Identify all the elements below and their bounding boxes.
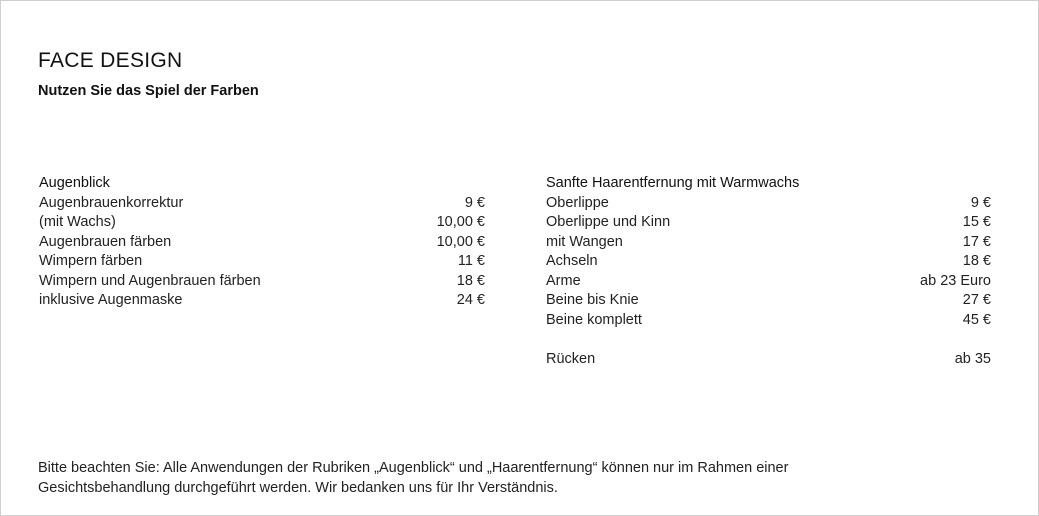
price-row bbox=[39, 233, 485, 253]
price-row bbox=[546, 252, 991, 272]
footer-note-line: Gesichtsbehandlung durchgeführt werden. Wir bedanken uns für Ihr Verständnis. bbox=[38, 480, 558, 496]
page-subtitle: Nutzen Sie das Spiel der Farben bbox=[38, 83, 259, 99]
service-label: Augenbrauenkorrektur bbox=[39, 194, 184, 211]
section-heading: Sanfte Haarentfernung mit Warmwachs bbox=[546, 175, 800, 191]
price-row bbox=[546, 350, 991, 370]
service-price: ab 23 Euro bbox=[920, 272, 991, 289]
price-row bbox=[546, 272, 991, 292]
footer-note-line: Bitte beachten Sie: Alle Anwendungen der Rubriken „Augenblick“ und „Haarentfernung“ können nur im Rahmen einer bbox=[38, 460, 789, 476]
price-row bbox=[39, 272, 485, 292]
price-row bbox=[546, 233, 991, 253]
service-label: Oberlippe und Kinn bbox=[546, 214, 671, 230]
service-price: 15 € bbox=[962, 214, 991, 230]
service-price: 24 € bbox=[456, 292, 485, 308]
section-heading: Augenblick bbox=[39, 175, 110, 191]
service-label: (mit Wachs) bbox=[39, 214, 116, 230]
service-label: Wimpern und Augenbrauen färben bbox=[39, 272, 261, 289]
price-row bbox=[546, 311, 991, 331]
price-row bbox=[546, 213, 991, 233]
service-label: Beine bis Knie bbox=[546, 292, 639, 308]
service-price: ab 35 bbox=[954, 350, 991, 367]
service-price: 9 € bbox=[464, 194, 485, 211]
service-label: Wimpern färben bbox=[39, 253, 143, 269]
service-label: inklusive Augenmaske bbox=[39, 292, 183, 308]
service-price: 10,00 € bbox=[436, 214, 485, 230]
section-haarentfernung bbox=[546, 174, 991, 369]
price-row bbox=[546, 291, 991, 311]
price-row bbox=[39, 213, 485, 233]
service-label: mit Wangen bbox=[546, 233, 623, 250]
service-price: 18 € bbox=[456, 272, 485, 289]
service-price: 11 € bbox=[457, 253, 485, 269]
service-price: 27 € bbox=[962, 292, 991, 308]
service-price: 45 € bbox=[962, 311, 991, 328]
price-row bbox=[39, 252, 485, 272]
service-label: Arme bbox=[546, 272, 581, 289]
price-row bbox=[39, 194, 485, 214]
price-row bbox=[39, 291, 485, 311]
service-label: Oberlippe bbox=[546, 194, 609, 211]
price-row bbox=[546, 194, 991, 214]
service-price: 9 € bbox=[970, 194, 991, 211]
service-price: 17 € bbox=[962, 233, 991, 250]
footer-note bbox=[38, 458, 898, 498]
section-augenblick bbox=[39, 174, 485, 311]
page-title: FACE DESIGN bbox=[38, 49, 183, 72]
service-label: Rücken bbox=[546, 350, 596, 367]
service-label: Beine komplett bbox=[546, 311, 642, 328]
service-label: Achseln bbox=[546, 253, 598, 269]
service-price: 18 € bbox=[962, 253, 991, 269]
service-label: Augenbrauen färben bbox=[39, 233, 172, 250]
service-price: 10,00 € bbox=[436, 233, 485, 250]
